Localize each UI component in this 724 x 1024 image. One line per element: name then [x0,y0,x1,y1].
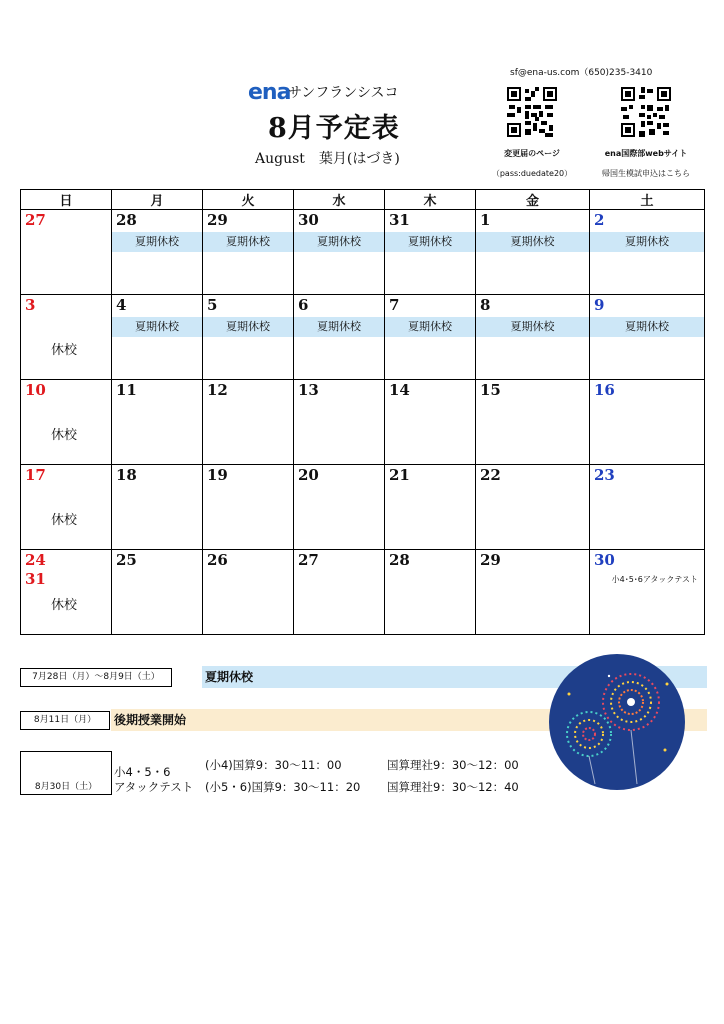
day-number: 19 [207,466,228,484]
calendar-day-cell [476,465,590,550]
calendar-day-cell [590,295,705,380]
day-number: 8 [480,296,491,314]
closed-label: 休校 [51,428,78,443]
day-number: 31 [25,570,46,588]
summer-break-band: 夏期休校 [385,317,475,337]
day-number: 25 [116,551,137,569]
day-number: 17 [25,466,46,484]
day-number: 27 [298,551,319,569]
day-number: 20 [298,466,319,484]
day-number: 30 [594,551,615,569]
summer-break-band: 夏期休校 [590,317,704,337]
fireworks-illustration [549,654,685,790]
summer-break-band: 夏期休校 [294,232,384,252]
calendar-day-cell [385,295,476,380]
calendar-day-cell [294,380,385,465]
calendar-day-cell [590,465,705,550]
closed-label: 休校 [51,513,78,528]
qr1-label: 変更届のページ [504,149,560,158]
calendar-week-row [21,465,705,550]
calendar-day-cell [294,210,385,295]
day-number: 13 [298,381,319,399]
day-number: 29 [480,551,501,569]
page-subtitle: August 葉月(はづき) [255,151,400,167]
day-number: 24 [25,551,46,569]
day-number: 15 [480,381,501,399]
summer-break-band: 夏期休校 [203,317,293,337]
summary-schedule-right-2: 国算理社9：30～12：40 [387,780,519,794]
contact-info: sf@ena-us.com（650)235-3410 [510,68,653,78]
calendar-day-cell [590,210,705,295]
day-number: 29 [207,211,228,229]
summary-event-1: 夏期休校 [202,666,707,688]
calendar-day-cell [112,465,203,550]
day-number: 4 [116,296,127,314]
calendar-day-cell [385,465,476,550]
summer-break-band: 夏期休校 [590,232,704,252]
summary-date-1: 7月28日（月）～8月9日（土） [20,668,172,687]
day-number: 31 [389,211,410,229]
summary-schedule-left-2: (小5・6)国算9：30～11：20 [205,780,361,794]
day-number: 28 [116,211,137,229]
calendar-week-row [21,380,705,465]
day-number: 23 [594,466,615,484]
calendar-day-cell [112,210,203,295]
calendar-week-row [21,295,705,380]
weekday-header: 水 [294,190,385,210]
branch-name: サンフランシスコ [288,85,399,101]
day-number: 2 [594,211,605,229]
calendar-week-row [21,550,705,635]
calendar-day-cell [294,550,385,635]
calendar-day-cell [385,210,476,295]
closed-label: 休校 [51,598,78,613]
qr-code-icon[interactable] [621,87,671,137]
calendar-day-cell [203,465,294,550]
calendar-week-row [21,210,705,295]
calendar-day-cell [476,210,590,295]
calendar-day-cell [21,550,112,635]
day-number: 18 [116,466,137,484]
ena-logo: ena [248,80,291,105]
summary-date-3: 8月30日（土） [34,782,98,792]
day-number: 30 [298,211,319,229]
day-number: 12 [207,381,228,399]
calendar-day-cell [203,550,294,635]
calendar-day-cell [294,295,385,380]
calendar-day-cell [203,380,294,465]
calendar-day-cell [21,295,112,380]
calendar-day-cell [476,380,590,465]
day-number: 5 [207,296,218,314]
summary-name-3: アタックテスト [114,780,194,794]
calendar-day-cell [476,550,590,635]
weekday-header: 土 [590,190,705,210]
summary-event-2: 後期授業開始 [111,709,707,731]
summer-break-band: 夏期休校 [476,317,589,337]
day-number: 14 [389,381,410,399]
closed-label: 休校 [51,343,78,358]
fireworks-icon [549,654,685,790]
qr2-label: ena国際部webサイト [604,149,688,158]
day-number: 3 [25,296,36,314]
calendar-day-cell [203,210,294,295]
day-number: 22 [480,466,501,484]
day-number: 7 [389,296,400,314]
summary-date-2: 8月11日（月） [20,711,110,730]
summer-break-band: 夏期休校 [294,317,384,337]
weekday-header: 金 [476,190,590,210]
calendar-day-cell [21,210,112,295]
day-number: 10 [25,381,46,399]
weekday-header: 火 [203,190,294,210]
day-number: 28 [389,551,410,569]
calendar-day-cell [590,550,705,635]
weekday-header: 日 [21,190,112,210]
summer-break-band: 夏期休校 [203,232,293,252]
qr-code-icon[interactable] [507,87,557,137]
calendar-day-cell [21,465,112,550]
calendar-day-cell [476,295,590,380]
day-number: 1 [480,211,491,229]
summary-date-3-box [20,751,112,795]
day-number: 6 [298,296,309,314]
calendar-day-cell [385,380,476,465]
event-note: 小4･5･6アタックテスト [611,575,698,584]
page-title: 8月予定表 [268,113,400,144]
summer-break-band: 夏期休校 [476,232,589,252]
summer-break-band: 夏期休校 [385,232,475,252]
day-number: 27 [25,211,46,229]
calendar-day-cell [112,550,203,635]
summary-schedule-right-1: 国算理社9：30～12：00 [387,758,519,772]
weekday-header: 木 [385,190,476,210]
summary-schedule-left-1: (小4)国算9：30～11：00 [205,758,342,772]
calendar-day-cell [112,380,203,465]
calendar-day-cell [590,380,705,465]
day-number: 9 [594,296,605,314]
calendar-day-cell [112,295,203,380]
calendar-day-cell [21,380,112,465]
summer-break-band: 夏期休校 [112,317,202,337]
day-number: 26 [207,551,228,569]
summary-grade-3: 小4・5・6 [114,765,171,779]
calendar-table [20,189,705,635]
calendar-day-cell [385,550,476,635]
calendar-day-cell [203,295,294,380]
summer-break-band: 夏期休校 [112,232,202,252]
weekday-header: 月 [112,190,203,210]
calendar-day-cell [294,465,385,550]
day-number: 21 [389,466,410,484]
day-number: 11 [116,381,137,399]
qr1-sub: （pass:duedate20） [491,169,573,178]
qr2-sub: 帰国生模試申込はこちら [602,169,690,178]
day-number: 16 [594,381,615,399]
